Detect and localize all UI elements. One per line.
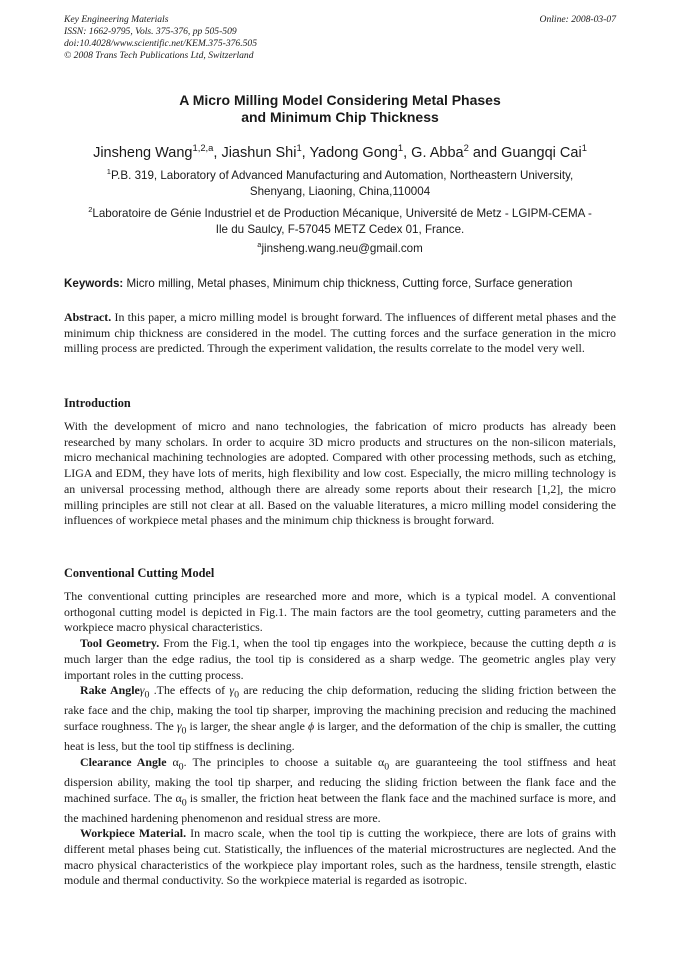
alpha-subscript: 0 xyxy=(181,796,187,808)
title-line-1: A Micro Milling Model Considering Metal Phases xyxy=(179,92,501,108)
affil-mark: 1 xyxy=(106,167,111,177)
doi-line[interactable]: doi:10.4028/www.scientific.net/KEM.375-376.505 xyxy=(64,38,258,49)
affil-mark: 2 xyxy=(88,205,93,215)
journal-name: Key Engineering Materials xyxy=(64,14,169,25)
tool-geometry-label: Tool Geometry. xyxy=(80,636,160,651)
clearance-angle-text: is smaller, the friction heat between the flank face and the machined surface is more, and the machined hardening phenomenon and residual stress are more. xyxy=(64,790,616,825)
online-date: Online: 2008-03-07 xyxy=(539,14,616,25)
rake-angle-text: .The effects of xyxy=(149,683,230,698)
copyright-line: © 2008 Trans Tech Publications Ltd, Switzerland xyxy=(64,50,254,61)
cutting-depth-symbol: a xyxy=(598,636,605,651)
workpiece-material-paragraph xyxy=(64,826,616,889)
author-name: , Jiashun Shi xyxy=(213,145,297,161)
alpha-subscript: 0 xyxy=(384,761,390,773)
author-name: , G. Abba xyxy=(403,145,464,161)
rake-angle-paragraph xyxy=(64,683,616,755)
email-mark: a xyxy=(257,240,262,250)
abstract-text: In this paper, a micro milling model is brought forward. The influences of different metal phases and the minimum chip thickness are considered in the model. The cutting forces and the surface generation in the micro milling process are predicted. Through the experiment validation, the results correlate to the model very well. xyxy=(64,310,616,356)
tool-geometry-paragraph xyxy=(64,636,616,683)
gamma-subscript: 0 xyxy=(144,689,150,701)
clearance-angle-label: Clearance Angle xyxy=(80,754,167,769)
abstract-label: Abstract. xyxy=(64,310,112,324)
gamma-subscript: 0 xyxy=(181,725,187,737)
alpha-symbol: α xyxy=(377,754,385,769)
rake-angle-text: are reducing the chip deformation, reducing the sliding friction between the rake face and the chip, making the tool tip sharper, improving the machining precision and reducing the machined surface roughness. The xyxy=(64,683,616,733)
gamma-subscript: 0 xyxy=(234,689,240,701)
rake-angle-text: is larger, the shear angle xyxy=(186,719,308,733)
abstract-paragraph xyxy=(64,310,616,357)
affil-1-line-1: P.B. 319, Laboratory of Advanced Manufacturing and Automation, Northeastern University, xyxy=(110,169,574,182)
gamma-symbol: γ xyxy=(229,683,235,698)
conventional-section-body xyxy=(64,589,616,889)
journal-header xyxy=(64,14,616,62)
author-name: and Guangqi Cai xyxy=(468,145,582,161)
gamma-symbol: γ xyxy=(176,719,182,733)
workpiece-material-label: Workpiece Material. xyxy=(80,826,187,841)
affiliation-1 xyxy=(64,168,616,199)
rake-angle-text: is larger, and the deformation of the chip is smaller, the cutting heat is less, but the tool tip stiffness is declining. xyxy=(64,719,616,754)
section-heading-introduction: Introduction xyxy=(64,396,131,410)
conventional-paragraph-1: The conventional cutting principles are researched more and more, which is a typical model. A conventional orthogonal cutting model is depicted in Fig.1. The main factors are the tool geometry, cutting parameters and the workpiece macro physical characteristics. xyxy=(64,589,616,635)
author-list xyxy=(64,144,616,162)
author-affil-mark: 1 xyxy=(581,142,587,154)
paper-title xyxy=(64,92,616,126)
author-email xyxy=(64,241,616,257)
workpiece-material-text: In macro scale, when the tool tip is cutting the workpiece, there are lots of grains with different metal phases being cut. Statistically, the influences of the material microstructures are neglected. And the macro physical characteristics of the workpiece play important roles, such as the hardness, tensile strength, elastic module and thermal conductivity. So the workpiece material is regarded as isotropic. xyxy=(64,826,616,888)
clearance-angle-text: . The principles to choose a suitable xyxy=(183,754,378,769)
author-name: , Yadong Gong xyxy=(301,145,398,161)
clearance-angle-paragraph xyxy=(64,755,616,827)
keywords-text: Micro milling, Metal phases, Minimum chip thickness, Cutting force, Surface generation xyxy=(123,277,573,290)
phi-symbol: ϕ xyxy=(307,719,315,733)
affil-2-line-2: Ile du Saulcy, F-57045 METZ Cedex 01, France. xyxy=(215,222,465,236)
keywords-label: Keywords: xyxy=(64,277,124,290)
alpha-symbol: α xyxy=(172,754,179,769)
section-heading-conventional: Conventional Cutting Model xyxy=(64,566,215,580)
author-affil-mark: 1 xyxy=(397,142,404,154)
tool-geometry-text: From the Fig.1, when the tool tip engages into the workpiece, because the cutting depth xyxy=(159,636,599,651)
introduction-paragraph: With the development of micro and nano technologies, the fabrication of micro products has already been researched by many scholars. In order to acquire 3D micro products and structures on the non-silicon materials, micro mechanical machining technologies are adopted. Compared with other processing methods, such as etching, LIGA and EDM, they have lots of merits, high flexibility and low cost. Especially, the micro milling technology is an universal processing method, although there are already some reports about their research [1,2], the micro milling principles are still not clear at all. Based on the valuable literatures, a micro milling model considering the influences of workpiece metal phases and the minimum chip thickness is brought forward. xyxy=(64,419,616,528)
title-line-2: and Minimum Chip Thickness xyxy=(241,109,439,125)
affil-1-line-2: Shenyang, Liaoning, China,110004 xyxy=(249,184,431,198)
rake-angle-label: Rake Angle xyxy=(80,683,140,698)
affil-2-line-1: Laboratoire de Génie Industriel et de Production Mécanique, Université de Metz - LGIPM-CEMA - xyxy=(92,207,592,220)
clearance-angle-text: are guaranteeing the tool stiffness and heat dispersion ability, making the tool tip sharper, and reducing the sliding friction between the flank face and the machined surface. The xyxy=(64,754,616,805)
keywords-line xyxy=(64,276,616,291)
email-address[interactable]: jinsheng.wang.neu@gmail.com xyxy=(261,242,423,255)
author-affil-mark: 1 xyxy=(296,142,302,154)
alpha-subscript: 0 xyxy=(178,761,184,773)
author-name: Jinsheng Wang xyxy=(93,145,193,161)
tool-geometry-text: is much larger than the edge radius, the tool tip is considered as a sharp wedge. The geometric angles play very important roles in the cutting process. xyxy=(64,636,617,682)
affiliation-2 xyxy=(64,206,616,237)
author-affil-mark: 1,2,a xyxy=(192,142,214,154)
alpha-symbol: α xyxy=(175,790,182,805)
author-affil-mark: 2 xyxy=(463,142,469,154)
issn-line: ISSN: 1662-9795, Vols. 375-376, pp 505-509 xyxy=(64,26,237,37)
gamma-symbol: γ xyxy=(139,683,145,698)
